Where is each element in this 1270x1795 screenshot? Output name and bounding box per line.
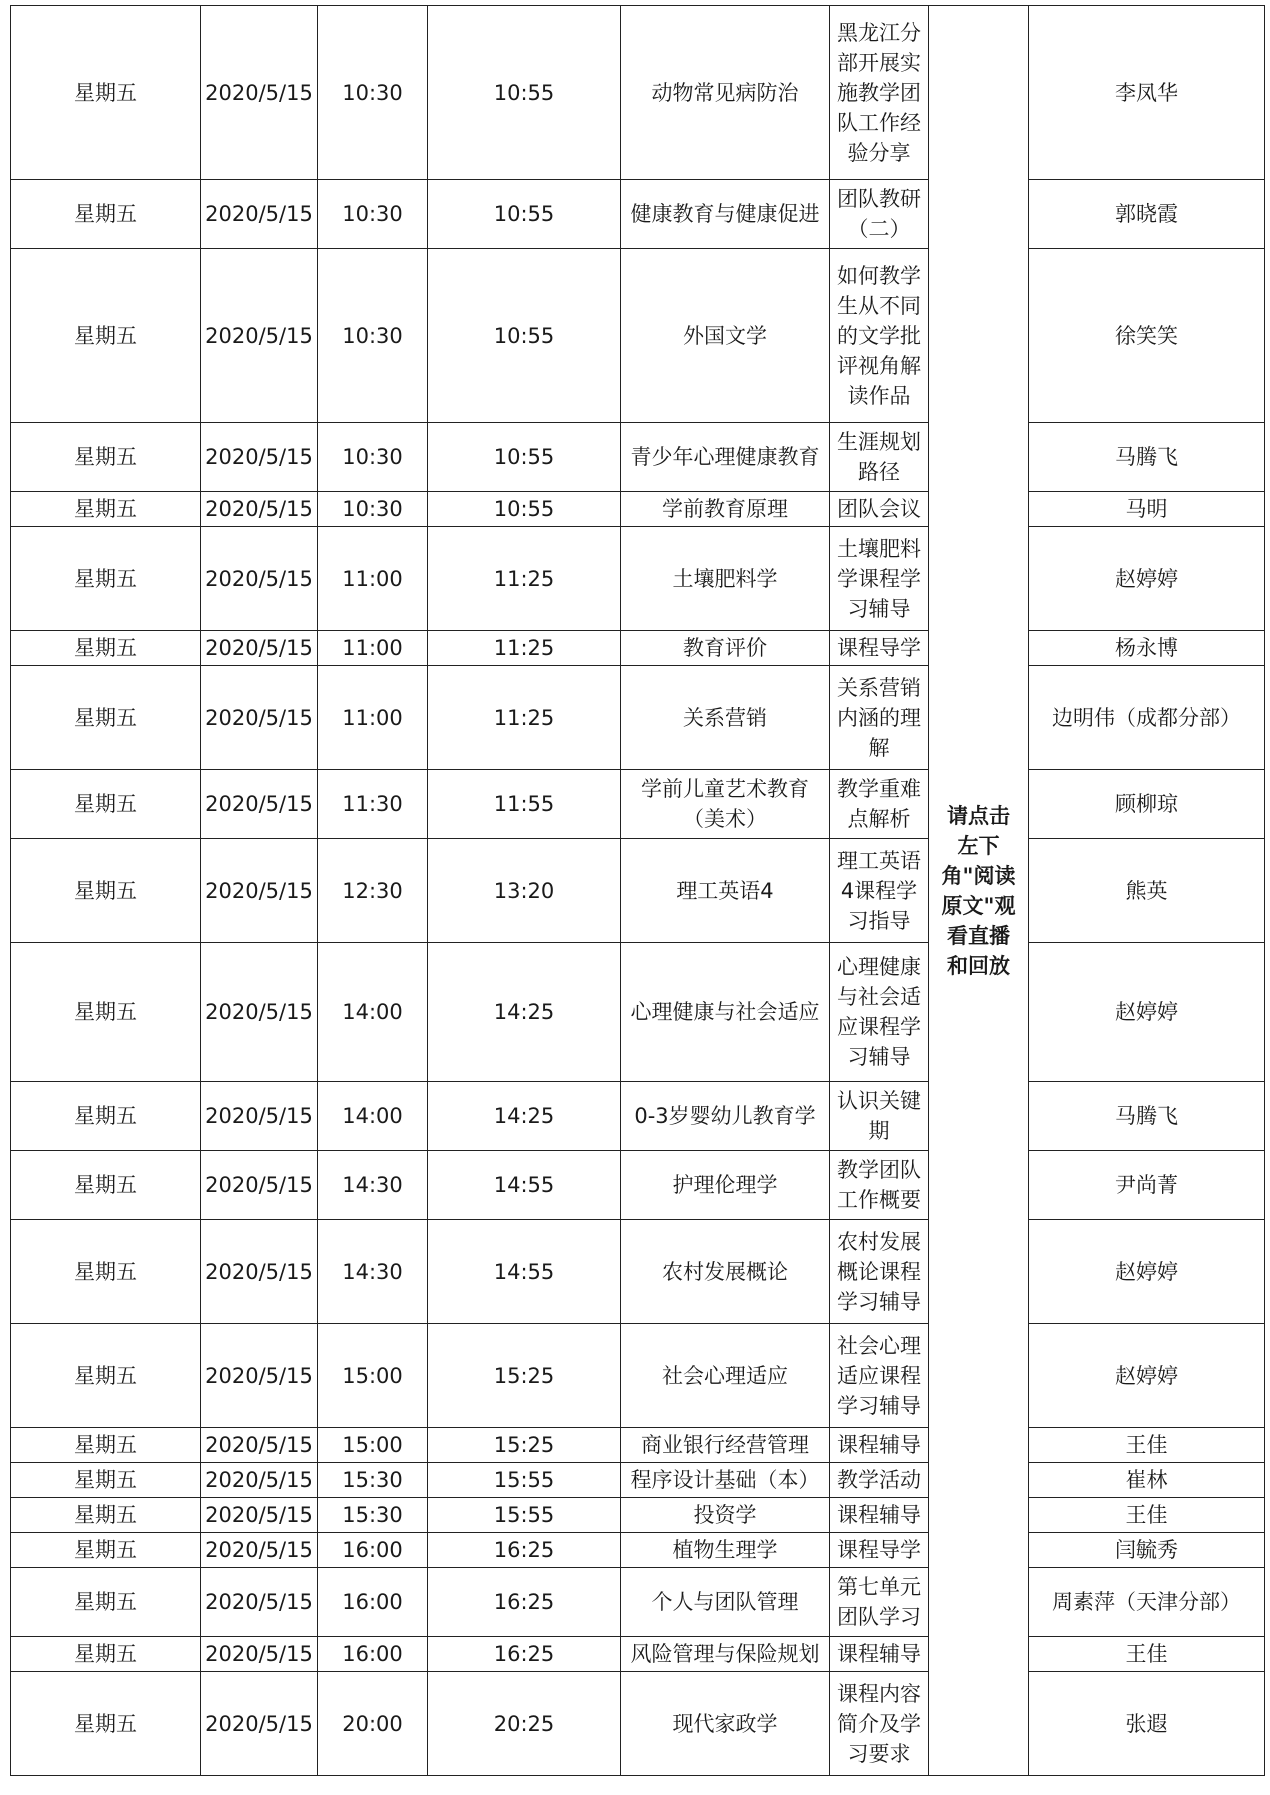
start-time-cell: 11:30 [318, 770, 428, 839]
teacher-cell: 赵婷婷 [1029, 943, 1265, 1082]
weekday-cell: 星期五 [11, 1151, 201, 1220]
start-time-cell: 10:30 [318, 423, 428, 492]
course-name-cell: 外国文学 [621, 249, 830, 423]
topic-cell: 社会心理适应课程学习辅导 [830, 1324, 929, 1428]
date-cell: 2020/5/15 [201, 1463, 318, 1498]
topic-cell: 心理健康与社会适应课程学习辅导 [830, 943, 929, 1082]
table-row [11, 527, 1265, 631]
weekday-cell: 星期五 [11, 839, 201, 943]
end-time-cell: 10:55 [428, 492, 621, 527]
teacher-cell: 徐笑笑 [1029, 249, 1265, 423]
topic-cell: 关系营销内涵的理解 [830, 666, 929, 770]
table-row [11, 1672, 1265, 1776]
table-row [11, 249, 1265, 423]
date-cell: 2020/5/15 [201, 180, 318, 249]
weekday-cell: 星期五 [11, 1533, 201, 1568]
teacher-cell: 熊英 [1029, 839, 1265, 943]
weekday-cell: 星期五 [11, 1498, 201, 1533]
course-name-cell: 健康教育与健康促进 [621, 180, 830, 249]
teacher-cell: 尹尚菁 [1029, 1151, 1265, 1220]
end-time-cell: 14:25 [428, 943, 621, 1082]
table-row [11, 770, 1265, 839]
end-time-cell: 10:55 [428, 180, 621, 249]
table-row [11, 423, 1265, 492]
weekday-cell: 星期五 [11, 770, 201, 839]
topic-cell: 第七单元团队学习 [830, 1568, 929, 1637]
teacher-cell: 王佳 [1029, 1498, 1265, 1533]
date-cell: 2020/5/15 [201, 631, 318, 666]
course-name-cell: 动物常见病防治 [621, 6, 830, 180]
weekday-cell: 星期五 [11, 1220, 201, 1324]
teacher-cell: 王佳 [1029, 1428, 1265, 1463]
date-cell: 2020/5/15 [201, 1568, 318, 1637]
start-time-cell: 10:30 [318, 6, 428, 180]
course-name-cell: 植物生理学 [621, 1533, 830, 1568]
start-time-cell: 12:30 [318, 839, 428, 943]
end-time-cell: 11:55 [428, 770, 621, 839]
end-time-cell: 11:25 [428, 631, 621, 666]
table-row [11, 943, 1265, 1082]
live-replay-note: 请点击左下角"阅读原文"观看直播和回放 [929, 6, 1029, 1776]
end-time-cell: 14:55 [428, 1220, 621, 1324]
course-name-cell: 护理伦理学 [621, 1151, 830, 1220]
table-row [11, 1637, 1265, 1672]
teacher-cell: 赵婷婷 [1029, 1324, 1265, 1428]
start-time-cell: 15:30 [318, 1498, 428, 1533]
date-cell: 2020/5/15 [201, 527, 318, 631]
topic-cell: 课程内容简介及学习要求 [830, 1672, 929, 1776]
date-cell: 2020/5/15 [201, 770, 318, 839]
start-time-cell: 10:30 [318, 492, 428, 527]
topic-cell: 课程导学 [830, 631, 929, 666]
table-row [11, 1428, 1265, 1463]
teacher-cell: 周素萍（天津分部） [1029, 1568, 1265, 1637]
weekday-cell: 星期五 [11, 1463, 201, 1498]
date-cell: 2020/5/15 [201, 943, 318, 1082]
course-name-cell: 0-3岁婴幼儿教育学 [621, 1082, 830, 1151]
date-cell: 2020/5/15 [201, 1082, 318, 1151]
teacher-cell: 边明伟（成都分部） [1029, 666, 1265, 770]
teacher-cell: 顾柳琼 [1029, 770, 1265, 839]
topic-cell: 土壤肥料学课程学习辅导 [830, 527, 929, 631]
course-name-cell: 农村发展概论 [621, 1220, 830, 1324]
course-name-cell: 学前教育原理 [621, 492, 830, 527]
course-name-cell: 风险管理与保险规划 [621, 1637, 830, 1672]
topic-cell: 认识关键期 [830, 1082, 929, 1151]
end-time-cell: 10:55 [428, 6, 621, 180]
weekday-cell: 星期五 [11, 1428, 201, 1463]
weekday-cell: 星期五 [11, 631, 201, 666]
end-time-cell: 15:55 [428, 1498, 621, 1533]
course-name-cell: 青少年心理健康教育 [621, 423, 830, 492]
end-time-cell: 16:25 [428, 1637, 621, 1672]
teacher-cell: 赵婷婷 [1029, 1220, 1265, 1324]
start-time-cell: 14:00 [318, 1082, 428, 1151]
end-time-cell: 16:25 [428, 1568, 621, 1637]
date-cell: 2020/5/15 [201, 1672, 318, 1776]
end-time-cell: 13:20 [428, 839, 621, 943]
schedule-table-body [11, 6, 1265, 1776]
start-time-cell: 11:00 [318, 631, 428, 666]
teacher-cell: 张遐 [1029, 1672, 1265, 1776]
date-cell: 2020/5/15 [201, 1498, 318, 1533]
table-row [11, 1220, 1265, 1324]
date-cell: 2020/5/15 [201, 249, 318, 423]
date-cell: 2020/5/15 [201, 6, 318, 180]
end-time-cell: 15:55 [428, 1463, 621, 1498]
start-time-cell: 16:00 [318, 1637, 428, 1672]
table-row [11, 839, 1265, 943]
topic-cell: 课程辅导 [830, 1498, 929, 1533]
table-row [11, 180, 1265, 249]
date-cell: 2020/5/15 [201, 492, 318, 527]
teacher-cell: 闫毓秀 [1029, 1533, 1265, 1568]
teacher-cell: 李凤华 [1029, 6, 1265, 180]
table-row [11, 1533, 1265, 1568]
table-row [11, 1498, 1265, 1533]
end-time-cell: 10:55 [428, 249, 621, 423]
weekday-cell: 星期五 [11, 666, 201, 770]
start-time-cell: 20:00 [318, 1672, 428, 1776]
topic-cell: 课程辅导 [830, 1428, 929, 1463]
schedule-table [10, 5, 1265, 1776]
teacher-cell: 郭晓霞 [1029, 180, 1265, 249]
topic-cell: 教学活动 [830, 1463, 929, 1498]
table-row [11, 631, 1265, 666]
end-time-cell: 14:55 [428, 1151, 621, 1220]
table-row [11, 1324, 1265, 1428]
topic-cell: 课程辅导 [830, 1637, 929, 1672]
topic-cell: 教学重难点解析 [830, 770, 929, 839]
date-cell: 2020/5/15 [201, 1151, 318, 1220]
table-row [11, 492, 1265, 527]
start-time-cell: 14:30 [318, 1151, 428, 1220]
course-name-cell: 个人与团队管理 [621, 1568, 830, 1637]
course-name-cell: 关系营销 [621, 666, 830, 770]
end-time-cell: 11:25 [428, 527, 621, 631]
end-time-cell: 15:25 [428, 1324, 621, 1428]
weekday-cell: 星期五 [11, 423, 201, 492]
start-time-cell: 14:00 [318, 943, 428, 1082]
topic-cell: 生涯规划路径 [830, 423, 929, 492]
weekday-cell: 星期五 [11, 492, 201, 527]
topic-cell: 团队会议 [830, 492, 929, 527]
date-cell: 2020/5/15 [201, 1428, 318, 1463]
date-cell: 2020/5/15 [201, 1533, 318, 1568]
end-time-cell: 11:25 [428, 666, 621, 770]
table-row [11, 666, 1265, 770]
teacher-cell: 杨永博 [1029, 631, 1265, 666]
end-time-cell: 14:25 [428, 1082, 621, 1151]
course-name-cell: 教育评价 [621, 631, 830, 666]
date-cell: 2020/5/15 [201, 423, 318, 492]
teacher-cell: 王佳 [1029, 1637, 1265, 1672]
course-name-cell: 心理健康与社会适应 [621, 943, 830, 1082]
course-name-cell: 社会心理适应 [621, 1324, 830, 1428]
topic-cell: 理工英语4课程学习指导 [830, 839, 929, 943]
weekday-cell: 星期五 [11, 1082, 201, 1151]
date-cell: 2020/5/15 [201, 1637, 318, 1672]
topic-cell: 团队教研（二） [830, 180, 929, 249]
course-name-cell: 程序设计基础（本） [621, 1463, 830, 1498]
course-name-cell: 商业银行经营管理 [621, 1428, 830, 1463]
start-time-cell: 15:00 [318, 1428, 428, 1463]
table-row [11, 6, 1265, 180]
topic-cell: 如何教学生从不同的文学批评视角解读作品 [830, 249, 929, 423]
weekday-cell: 星期五 [11, 1672, 201, 1776]
end-time-cell: 16:25 [428, 1533, 621, 1568]
course-name-cell: 投资学 [621, 1498, 830, 1533]
weekday-cell: 星期五 [11, 180, 201, 249]
weekday-cell: 星期五 [11, 1568, 201, 1637]
topic-cell: 课程导学 [830, 1533, 929, 1568]
date-cell: 2020/5/15 [201, 1220, 318, 1324]
table-row [11, 1568, 1265, 1637]
topic-cell: 教学团队工作概要 [830, 1151, 929, 1220]
course-name-cell: 土壤肥料学 [621, 527, 830, 631]
topic-cell: 黑龙江分部开展实施教学团队工作经验分享 [830, 6, 929, 180]
date-cell: 2020/5/15 [201, 666, 318, 770]
start-time-cell: 15:00 [318, 1324, 428, 1428]
course-name-cell: 学前儿童艺术教育（美术） [621, 770, 830, 839]
weekday-cell: 星期五 [11, 6, 201, 180]
start-time-cell: 11:00 [318, 527, 428, 631]
table-row [11, 1082, 1265, 1151]
teacher-cell: 马腾飞 [1029, 1082, 1265, 1151]
weekday-cell: 星期五 [11, 943, 201, 1082]
end-time-cell: 10:55 [428, 423, 621, 492]
topic-cell: 农村发展概论课程学习辅导 [830, 1220, 929, 1324]
start-time-cell: 16:00 [318, 1533, 428, 1568]
teacher-cell: 赵婷婷 [1029, 527, 1265, 631]
course-name-cell: 现代家政学 [621, 1672, 830, 1776]
start-time-cell: 15:30 [318, 1463, 428, 1498]
end-time-cell: 15:25 [428, 1428, 621, 1463]
date-cell: 2020/5/15 [201, 839, 318, 943]
weekday-cell: 星期五 [11, 527, 201, 631]
teacher-cell: 马明 [1029, 492, 1265, 527]
date-cell: 2020/5/15 [201, 1324, 318, 1428]
start-time-cell: 14:30 [318, 1220, 428, 1324]
table-row [11, 1151, 1265, 1220]
weekday-cell: 星期五 [11, 1637, 201, 1672]
weekday-cell: 星期五 [11, 249, 201, 423]
teacher-cell: 马腾飞 [1029, 423, 1265, 492]
start-time-cell: 10:30 [318, 180, 428, 249]
start-time-cell: 10:30 [318, 249, 428, 423]
start-time-cell: 11:00 [318, 666, 428, 770]
start-time-cell: 16:00 [318, 1568, 428, 1637]
weekday-cell: 星期五 [11, 1324, 201, 1428]
end-time-cell: 20:25 [428, 1672, 621, 1776]
teacher-cell: 崔林 [1029, 1463, 1265, 1498]
course-name-cell: 理工英语4 [621, 839, 830, 943]
table-row [11, 1463, 1265, 1498]
